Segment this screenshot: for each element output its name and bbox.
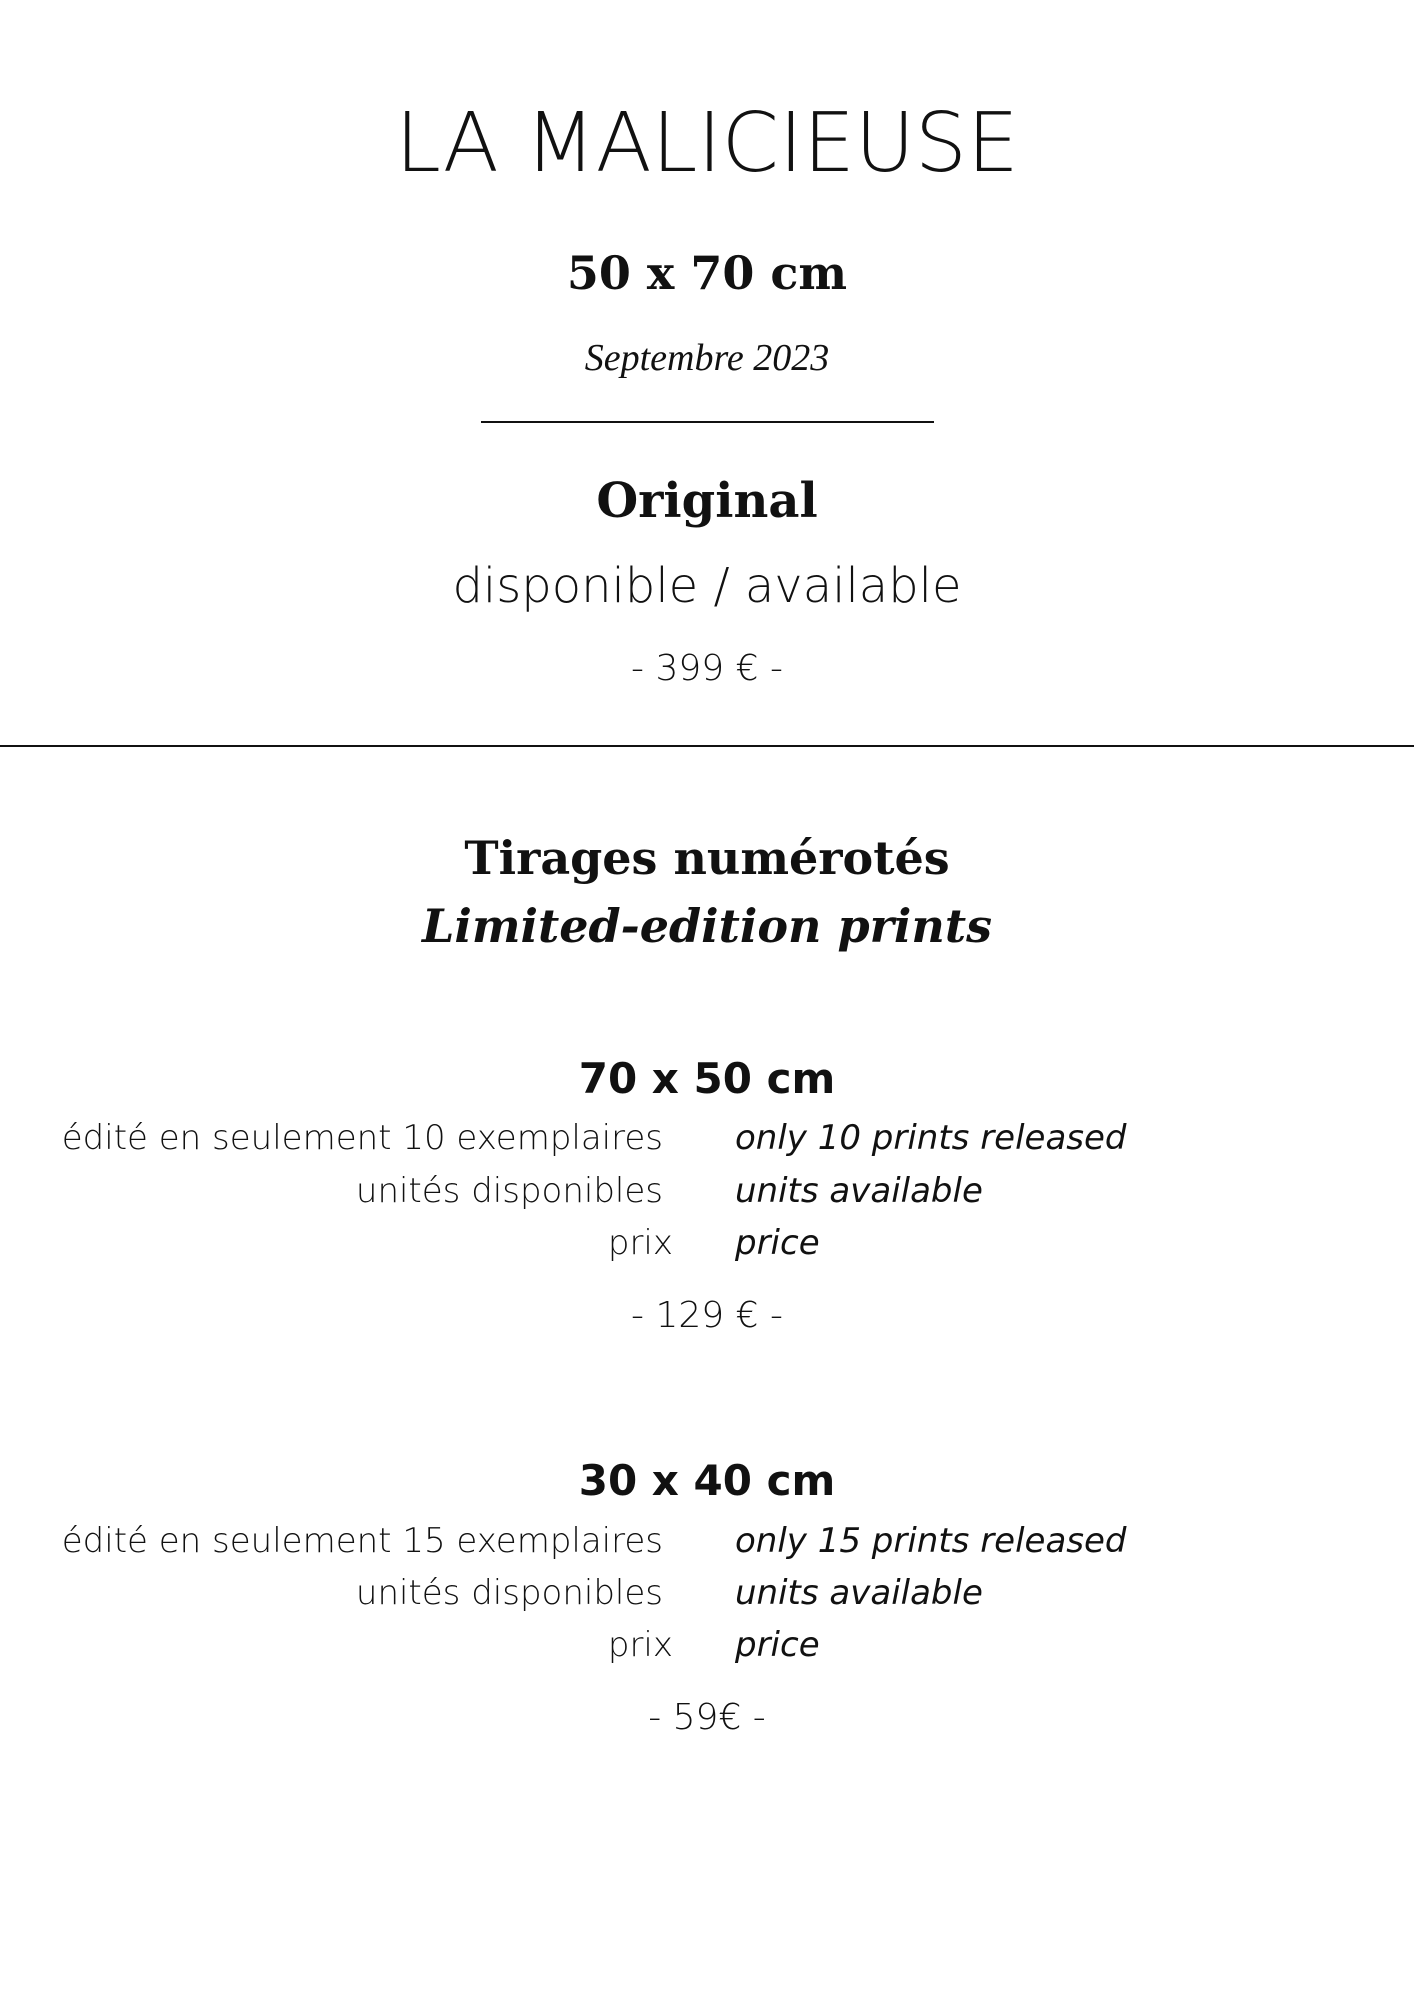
price-label-fr: prix <box>607 1625 673 1665</box>
price-label-en: price <box>735 1625 820 1665</box>
units-available-en: units available <box>735 1573 983 1613</box>
units-available-fr: unités disponibles <box>355 1573 663 1613</box>
format-size-title: 70 x 50 cm <box>578 1054 836 1103</box>
format-size-title: 30 x 40 cm <box>578 1456 836 1505</box>
artwork-dimensions: 50 x 70 cm <box>566 246 848 300</box>
artwork-title: LA MALICIEUSE <box>395 96 1019 191</box>
released-count-en: only 10 prints released <box>735 1118 1127 1158</box>
artwork-date: Septembre 2023 <box>584 337 830 379</box>
prints-heading-fr: Tirages numérotés <box>464 831 950 885</box>
released-count-fr: édité en seulement 10 exemplaires <box>61 1118 663 1158</box>
original-heading: Original <box>596 473 818 529</box>
original-availability: disponible / available <box>452 558 962 614</box>
original-price: - 399 € - <box>631 648 783 689</box>
released-count-en: only 15 prints released <box>735 1521 1127 1561</box>
price-label-fr: prix <box>607 1223 673 1263</box>
section-divider <box>0 745 1414 747</box>
short-divider <box>481 421 934 423</box>
units-available-fr: unités disponibles <box>355 1171 663 1211</box>
format-price: - 59€ - <box>648 1697 766 1738</box>
format-price: - 129 € - <box>631 1295 783 1336</box>
prints-heading-en: Limited-edition prints <box>422 899 992 953</box>
units-available-en: units available <box>735 1171 983 1211</box>
released-count-fr: édité en seulement 15 exemplaires <box>61 1521 663 1561</box>
price-label-en: price <box>735 1223 820 1263</box>
